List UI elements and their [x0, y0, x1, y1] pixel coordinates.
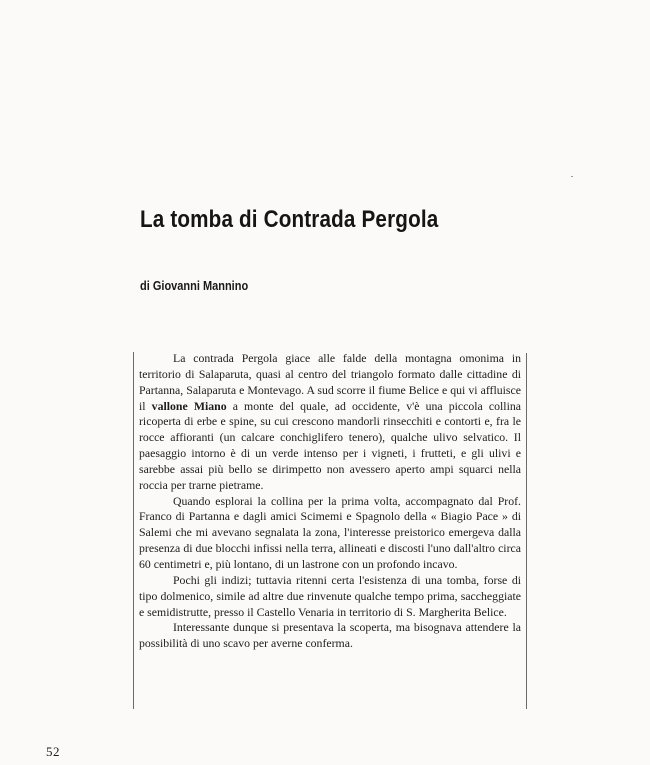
- right-margin-rule: [526, 353, 527, 709]
- place-name-highlight: vallone Miano: [151, 398, 227, 413]
- paragraph: [139, 351, 521, 494]
- article-title: La tomba di Contrada Pergola: [140, 206, 439, 233]
- article-body: [139, 351, 521, 652]
- paragraph-text: a monte del quale, ad occidente, v'è una piccola collina ricoperta di erbe e spine, su cui crescono mandorli rinsecchiti e contorti e, fra le rocce affioranti (un calcare conchiglifero tenero), qualche ulivo selvatico. Il paesaggio intorno è di un verde intenso per i vigneti, i frutteti, e gli ulivi e sarebbe assai più bello se dirimpetto non avessero aperto ampi squarci nella roccia per trarne pietrame.: [139, 398, 521, 492]
- page-number: 52: [46, 744, 60, 759]
- scan-speck: [571, 176, 573, 177]
- paragraph: Interessante dunque si presentava la scoperta, ma bisognava attendere la possibilità di uno scavo per averne conferma.: [139, 620, 521, 651]
- article-author: di Giovanni Mannino: [140, 279, 249, 293]
- paragraph-text: La contrada Pergola giace alle falde della montagna omonima in territorio di Salaparuta, quasi al centro del triangolo formato dalle cittadine di Partanna, Salaparuta e Montevago. A sud scorre il fiume Belice e qui vi affluisce il: [139, 351, 521, 413]
- left-margin-rule: [133, 352, 134, 709]
- paragraph: Quando esplorai la collina per la prima volta, accompagnato dal Prof. Franco di Partanna e dagli amici Scimemi e Spagnolo della « Biagio Pace » di Salemi che mi avevano segnalata la zona, l'interesse preistorico emergeva dalla presenza di due blocchi infissi nella terra, allineati e discosti l'uno dall'altro circa 60 centimetri e, più lontano, di un lastrone con un profondo incavo.: [139, 493, 521, 571]
- paragraph: Pochi gli indizi; tuttavia ritenni certa l'esistenza di una tomba, forse di tipo dolmenico, simile ad altre due rinvenute qualche tempo prima, saccheggiate e semidistrutte, presso il Castello Venaria in territorio di S. Margherita Belice.: [139, 572, 521, 619]
